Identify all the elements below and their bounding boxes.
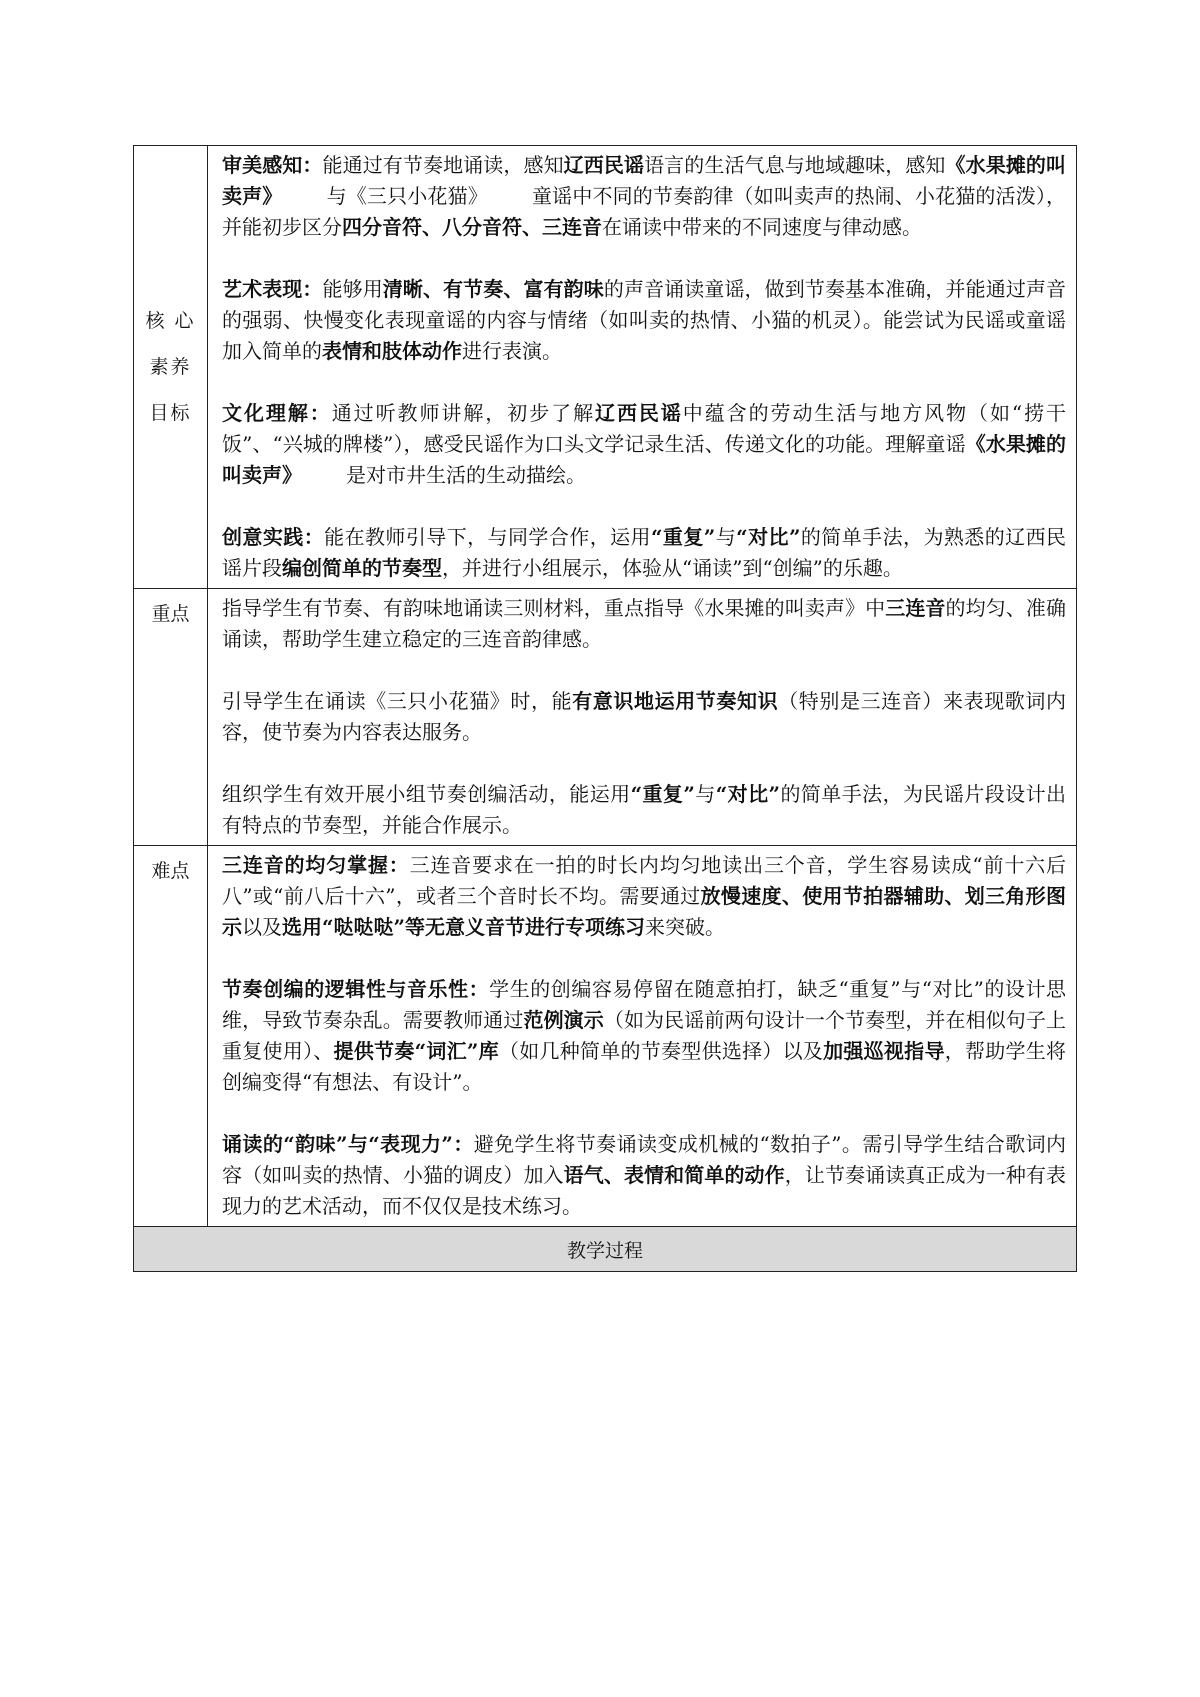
bold-text: 《水果摊的叫卖声》	[222, 153, 1067, 208]
text-run: 通过听教师讲解，初步了解	[331, 401, 596, 425]
bold-text: 选用“哒哒哒”等无意义音节进行专项练习	[282, 915, 646, 939]
bold-text: “重复”	[651, 525, 716, 549]
bold-text: 创意实践：	[222, 525, 325, 549]
core-label-line: 目标	[149, 402, 192, 424]
difficulties-row	[134, 846, 1077, 1227]
text-run: 的简单手法，为民谣片段设计出有特点的节奏型，并能合作展示。	[222, 782, 1067, 837]
text-run: 来突破。	[645, 915, 726, 939]
difficulties-label: 难点	[134, 846, 208, 1227]
text-run: 的均匀、准确诵读，帮助学生建立稳定的三连音韵律感。	[222, 596, 1067, 651]
text-run: 的简单手法，为熟悉的辽西民谣片段	[222, 525, 1067, 580]
text-run: ，帮助学生将创编变得“有想法、有设计”。	[222, 1039, 1067, 1094]
lesson-plan-table	[133, 145, 1077, 1272]
bold-text: 文化理解：	[222, 401, 332, 425]
text-run: ，让节奏诵读真正成为一种有表现力的艺术活动，而不仅仅是技术练习。	[222, 1163, 1067, 1218]
text-run: 中蕴含的劳动生活与地方风物（如“捞干饭”、“兴城的牌楼”），感受民谣作为口头文学记录生活、传递文化的功能。理解童谣	[222, 401, 1067, 456]
text-run: 组织学生有效开展小组节奏创编活动，能运用	[222, 782, 631, 806]
text-run: 在诵读中带来的不同速度与律动感。	[602, 215, 922, 239]
bold-text: 编创简单的节奏型	[282, 556, 442, 580]
text-run: （特别是三连音）来表现歌词内容，使节奏为内容表达服务。	[222, 689, 1067, 744]
text-run: 童谣中不同的节奏韵律（如叫卖声的热闹、小花猫的活泼），并能初步区分	[222, 184, 1067, 239]
text-run: 学生的创编容易停留在随意拍打，缺乏“重复”与“对比”的设计思维，导致节奏杂乱。需要教师通过	[222, 977, 1066, 1032]
bold-text: 艺术表现：	[222, 277, 323, 301]
bold-text: 辽西民谣	[563, 153, 645, 177]
bold-text: 表情和肢体动作	[322, 339, 462, 363]
paragraph	[222, 1129, 1066, 1222]
bold-text: 四分音符、八分音符、三连音	[342, 215, 602, 239]
bold-text: 有意识地运用节奏知识	[572, 689, 779, 713]
text-run: 与	[694, 782, 716, 806]
core-label-line: 素养	[149, 356, 192, 378]
paragraph	[222, 274, 1066, 367]
key-points-row	[134, 589, 1077, 846]
text-run: 能通过有节奏地诵读，感知	[322, 153, 564, 177]
paragraph	[222, 779, 1066, 841]
bold-text: 诵读的“韵味”与“表现力”：	[222, 1132, 474, 1156]
text-run: （如几种简单的节奏型供选择）以及	[498, 1039, 824, 1063]
bold-text: 辽西民谣	[595, 401, 683, 425]
difficulties-content	[208, 846, 1077, 1227]
key-points-paragraphs	[222, 593, 1066, 841]
text-run: （如为民谣前两句设计一个节奏型，并在相似句子上重复使用）、	[222, 1008, 1067, 1063]
bold-text: 清晰、有节奏、富有韵味	[382, 277, 604, 301]
difficulties-paragraphs	[222, 850, 1066, 1222]
paragraph	[222, 850, 1066, 943]
core-literacy-content	[208, 146, 1077, 589]
paragraph	[222, 522, 1066, 584]
text-run: 与	[715, 525, 737, 549]
text-run: 指导学生有节奏、有韵味地诵读三则材料，重点指导《水果摊的叫卖声》中	[222, 596, 886, 620]
text-run: 避免学生将节奏诵读变成机械的“数拍子”。需引导学生结合歌词内容（如叫卖的热情、小猫的调皮）加入	[222, 1132, 1067, 1187]
bold-text: “对比”	[736, 525, 801, 549]
core-literacy-label	[134, 146, 208, 589]
bold-text: 三连音的均匀掌握：	[222, 853, 410, 877]
core-literacy-row	[134, 146, 1077, 589]
bold-text: 加强巡视指导	[823, 1039, 945, 1063]
key-points-content	[208, 589, 1077, 846]
bold-text: 节奏创编的逻辑性与音乐性：	[222, 977, 490, 1001]
bold-text: 语气、表情和简单的动作	[563, 1163, 785, 1187]
text-run: 是对市井生活的生动描绘。	[346, 463, 586, 487]
paragraph	[222, 686, 1066, 748]
paragraph	[222, 974, 1066, 1098]
bold-text: 审美感知：	[222, 153, 323, 177]
paragraph	[222, 398, 1066, 491]
core-paragraphs	[222, 150, 1066, 584]
paragraph	[222, 593, 1066, 655]
bold-text: “对比”	[715, 782, 781, 806]
teaching-process-row	[134, 1227, 1077, 1272]
bold-text: 三连音	[885, 596, 946, 620]
bold-text: 《水果摊的叫卖声》	[222, 432, 1066, 487]
text-run: 三连音要求在一拍的时长内均匀地读出三个音，学生容易读成“前十六后八”或“前八后十六”，或者三个音时长不均。需要通过	[222, 853, 1067, 908]
core-label-line: 核 心	[145, 310, 196, 332]
text-run: 语言的生活气息与地域趣味，感知	[644, 153, 946, 177]
text-run: 进行表演。	[462, 339, 562, 363]
paragraph	[222, 150, 1066, 243]
text-run: 能在教师引导下，与同学合作，运用	[324, 525, 651, 549]
text-run: ，并进行小组展示，体验从“诵读”到“创编”的乐趣。	[442, 556, 903, 580]
teaching-process-header: 教学过程	[134, 1227, 1077, 1272]
bold-text: “重复”	[630, 782, 695, 806]
text-run: 以及	[242, 915, 282, 939]
text-run: 与《三只小花猫》	[326, 184, 488, 208]
text-run: 的声音诵读童谣，做到节奏基本准确，并能通过声音的强弱、快慢变化表现童谣的内容与情绪（如叫卖的热情、小猫的机灵）。能尝试为民谣或童谣加入简单的	[222, 277, 1067, 363]
bold-text: 提供节奏“词汇”库	[333, 1039, 499, 1063]
bold-text: 范例演示	[523, 1008, 604, 1032]
text-run: 引导学生在诵读《三只小花猫》时，能	[222, 689, 573, 713]
text-run: 能够用	[322, 277, 383, 301]
bold-text: 放慢速度、使用节拍器辅助、划三角形图示	[222, 884, 1066, 939]
key-points-label: 重点	[134, 589, 208, 846]
